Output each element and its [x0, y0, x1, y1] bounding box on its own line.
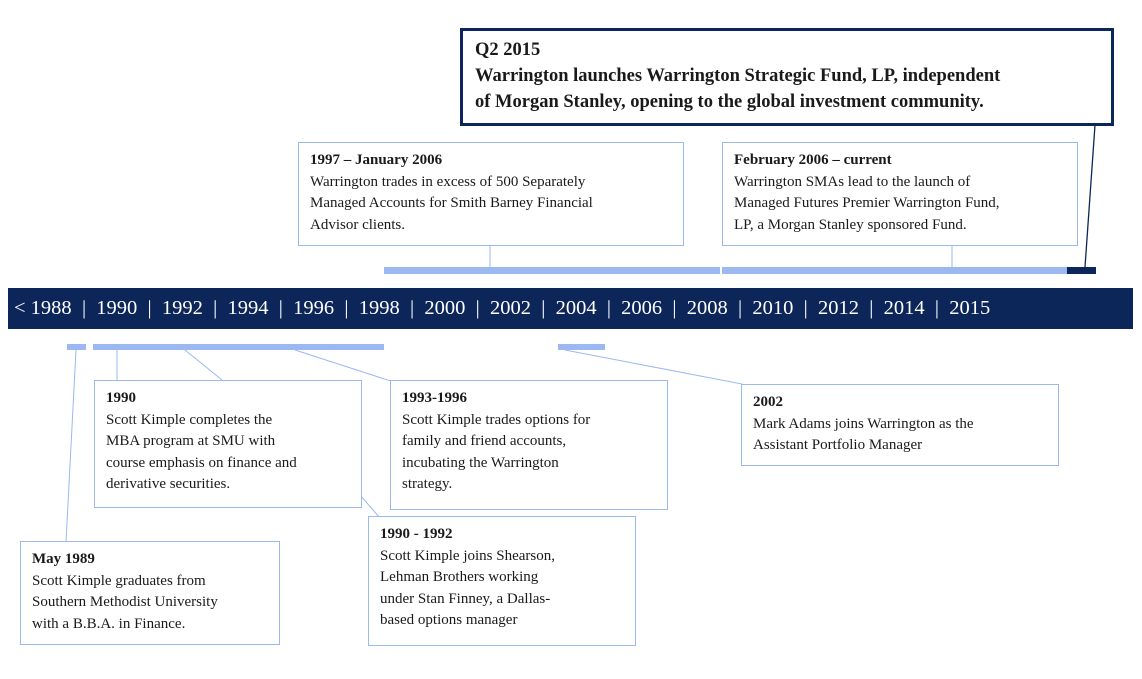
timeline-tick: 2012 [818, 297, 859, 319]
event-description-line: Managed Futures Premier Warrington Fund, [734, 195, 1000, 211]
timeline-tick: 2010 [752, 297, 794, 319]
event-description-line: based options manager [380, 612, 518, 628]
event-description-line: Scott Kimple completes the [106, 411, 273, 428]
event-description-line: Managed Accounts for Smith Barney Financial [310, 195, 593, 211]
event-description-line: Lehman Brothers working [380, 569, 539, 585]
event-description-line: of Morgan Stanley, opening to the global investment community. [475, 92, 984, 112]
event-card-1990 [94, 380, 362, 508]
connector-2002 [565, 350, 742, 384]
timeline-separator: | [409, 297, 415, 319]
timeline-separator: | [147, 297, 152, 319]
period-bar-1997-2006 [384, 267, 720, 274]
timeline-tick: 2008 [686, 297, 728, 319]
event-description-line: Assistant Portfolio Manager [753, 437, 923, 453]
event-description-line: Advisor clients. [310, 216, 405, 233]
timeline-tick: 1994 [227, 297, 269, 319]
timeline-separator: | [81, 297, 87, 319]
event-date: 2002 [753, 394, 783, 410]
connector-1993-1996 [295, 350, 400, 384]
event-card-1990-1992 [368, 516, 636, 646]
event-card-2006-current [722, 142, 1078, 246]
event-date: February 2006 – current [734, 152, 892, 168]
connector-q2-2015 [1085, 125, 1095, 267]
period-bar-1989 [67, 344, 86, 350]
timeline-tick: 2014 [883, 297, 925, 319]
event-description-line: Warrington launches Warrington Strategic Fund, LP, independent [475, 66, 1001, 86]
connector-1990-b [185, 350, 222, 380]
event-description-line: Scott Kimple graduates from [32, 572, 206, 589]
event-date: 1993-1996 [402, 390, 467, 406]
period-bar-2006-2015 [722, 267, 1068, 274]
event-date: Q2 2015 [475, 40, 541, 60]
timeline-tick: 1996 [293, 297, 335, 319]
event-description-line: incubating the Warrington [402, 454, 559, 471]
timeline-separator: | [606, 297, 611, 319]
event-card-1997-2006 [298, 142, 684, 246]
event-description-line: strategy. [402, 476, 453, 492]
timeline-separator: | [213, 297, 218, 319]
period-bar-2002 [558, 344, 605, 350]
timeline-tick: < 1988 [14, 297, 72, 319]
timeline-separator: | [475, 297, 480, 319]
timeline-axis [8, 288, 1133, 329]
event-description-line: MBA program at SMU with [106, 433, 276, 449]
event-card-2002 [741, 384, 1059, 466]
event-date: 1990 - 1992 [380, 526, 453, 542]
event-description-line: course emphasis on finance and [106, 454, 297, 471]
timeline-tick: 1998 [358, 297, 400, 319]
timeline-tick: 2000 [424, 297, 466, 319]
event-description-line: Warrington trades in excess of 500 Separately [310, 173, 586, 190]
connector-1990-1992 [360, 495, 380, 518]
timeline-tick: 1992 [161, 297, 203, 319]
event-date: May 1989 [32, 551, 95, 567]
timeline-tick: 2015 [949, 297, 991, 319]
timeline-tick: 2006 [621, 297, 663, 319]
connector-may-1989 [66, 350, 76, 542]
timeline-separator: | [541, 297, 546, 319]
timeline-tick: 2004 [555, 297, 597, 319]
event-description-line: Southern Methodist University [32, 594, 218, 610]
event-card-q2-2015 [460, 28, 1114, 126]
timeline-separator: | [672, 297, 677, 319]
event-description-line: under Stan Finney, a Dallas- [380, 590, 551, 607]
event-description-line: family and friend accounts, [402, 433, 567, 449]
timeline-separator: | [869, 297, 874, 319]
event-card-may-1989 [20, 541, 280, 645]
event-card-1993-1996 [390, 380, 668, 510]
timeline-separator: | [738, 297, 743, 319]
event-date: 1997 – January 2006 [310, 152, 443, 168]
timeline-separator: | [344, 297, 349, 319]
event-description-line: derivative securities. [106, 476, 231, 492]
period-bar-1990-1996 [93, 344, 384, 350]
event-description-line: Mark Adams joins Warrington as the [753, 415, 974, 432]
event-description-line: Warrington SMAs lead to the launch of [734, 173, 971, 190]
timeline-tick: 2002 [489, 297, 531, 319]
timeline-separator: | [803, 297, 808, 319]
timeline-tick: 1990 [96, 297, 138, 319]
timeline-separator: | [278, 297, 283, 319]
event-description-line: Scott Kimple joins Shearson, [380, 547, 555, 564]
event-description-line: Scott Kimple trades options for [402, 411, 591, 428]
period-bar-2015 [1067, 267, 1096, 274]
timeline-separator: | [934, 297, 939, 319]
event-description-line: with a B.B.A. in Finance. [32, 615, 186, 632]
event-description-line: LP, a Morgan Stanley sponsored Fund. [734, 216, 967, 233]
event-date: 1990 [106, 390, 136, 406]
